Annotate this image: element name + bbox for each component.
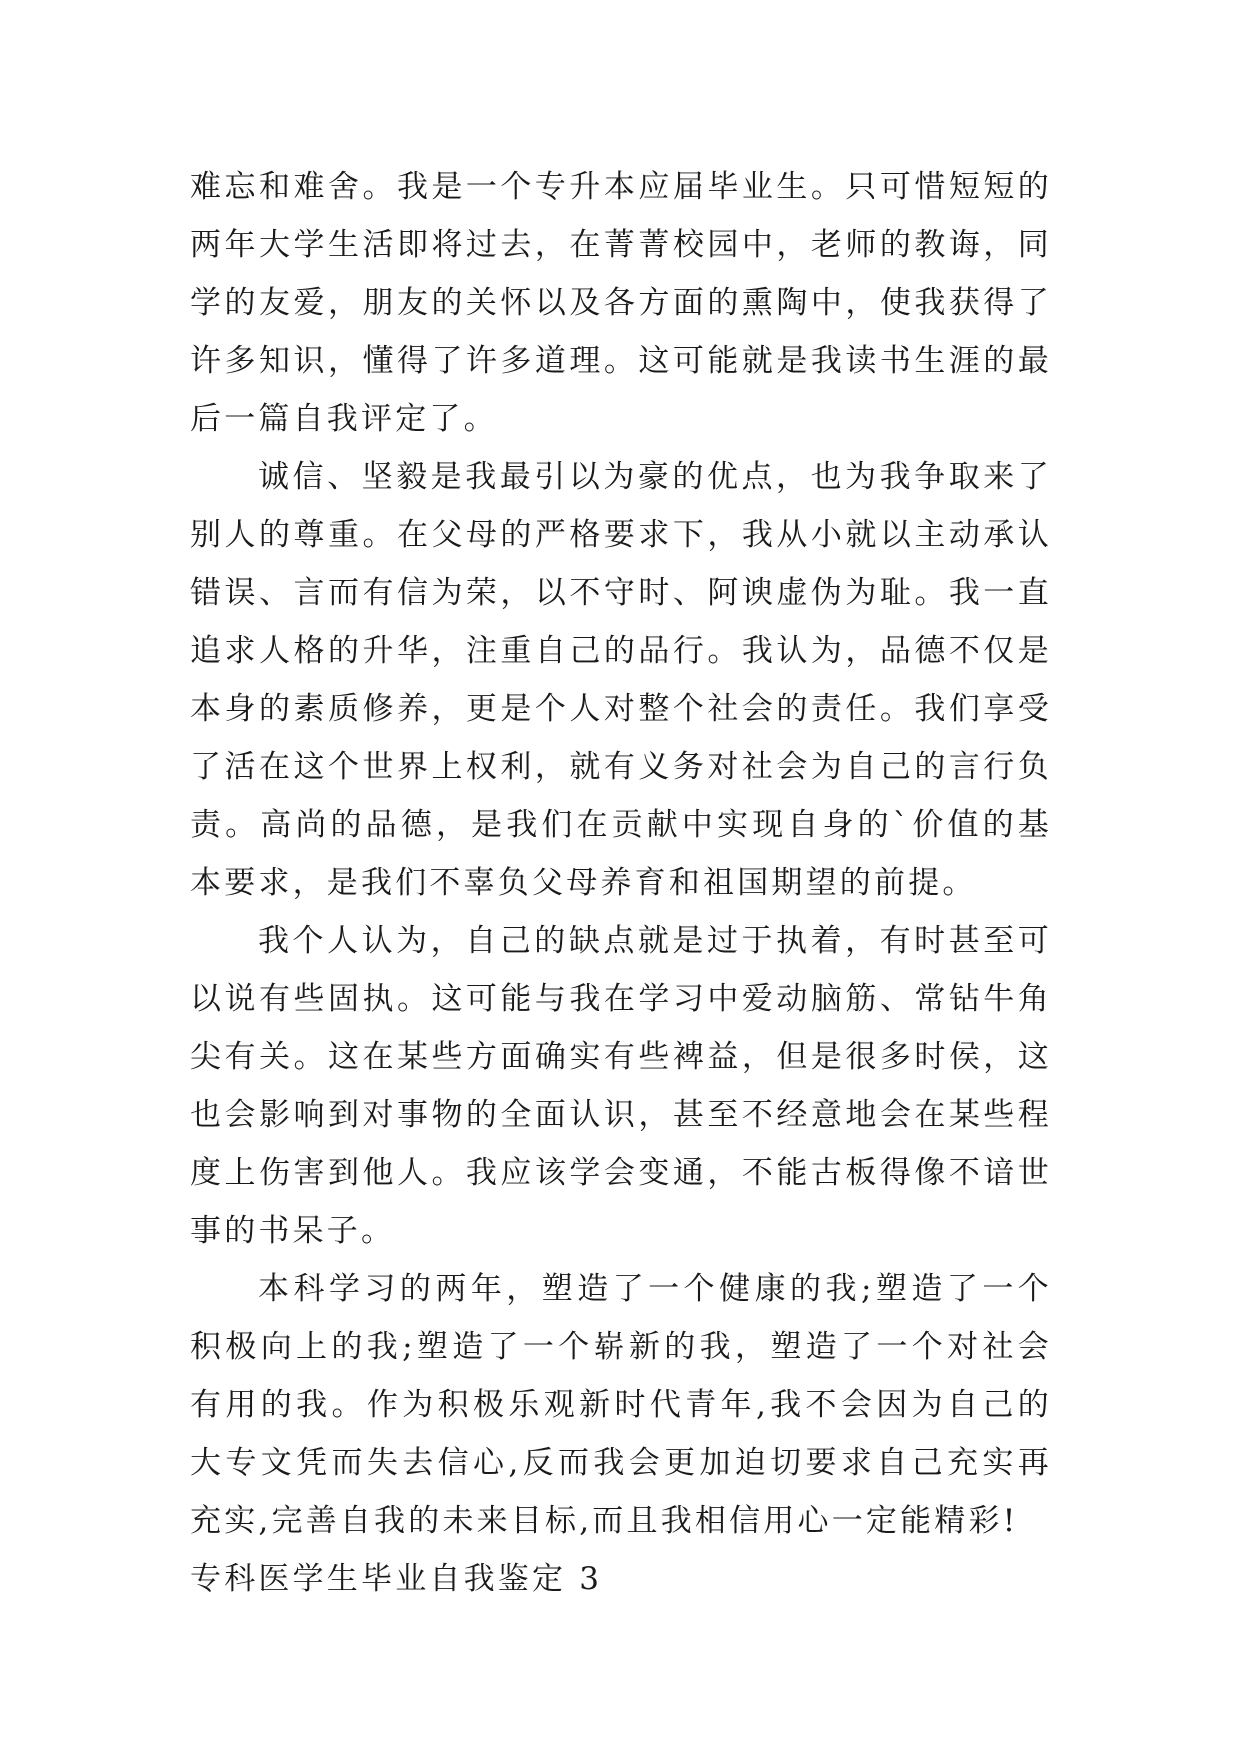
document-body [190, 158, 1052, 1608]
paragraph-2: 诚信、坚毅是我最引以为豪的优点，也为我争取来了别人的尊重。在父母的严格要求下，我从小就以主动承认错误、言而有信为荣，以不守时、阿谀虚伪为耻。我一直追求人格的升华，注重自己的品行。我认为，品德不仅是本身的素质修养，更是个人对整个社会的责任。我们享受了活在这个世界上权利，就有义务对社会为自己的言行负责。高尚的品德，是我们在贡献中实现自身的`价值的基本要求，是我们不辜负父母养育和祖国期望的前提。 [190, 459, 1052, 901]
section-heading: 专科医学生毕业自我鉴定 3 [190, 1561, 603, 1597]
paragraph-1: 难忘和难舍。我是一个专升本应届毕业生。只可惜短短的两年大学生活即将过去，在菁菁校园中，老师的教诲，同学的友爱，朋友的关怀以及各方面的熏陶中，使我获得了许多知识，懂得了许多道理。这可能就是我读书生涯的最后一篇自我评定了。 [190, 169, 1052, 437]
paragraph-3: 我个人认为，自己的缺点就是过于执着，有时甚至可以说有些固执。这可能与我在学习中爱动脑筋、常钻牛角尖有关。这在某些方面确实有些裨益，但是很多时侯，这也会影响到对事物的全面认识，甚至不经意地会在某些程度上伤害到他人。我应该学会变通，不能古板得像不谙世事的书呆子。 [190, 923, 1052, 1249]
paragraph-4: 本科学习的两年，塑造了一个健康的我;塑造了一个积极向上的我;塑造了一个崭新的我，塑造了一个对社会有用的我。作为积极乐观新时代青年,我不会因为自己的大专文凭而失去信心,反而我会更加迫切要求自己充实再充实,完善自我的未来目标,而且我相信用心一定能精彩! [190, 1271, 1052, 1539]
